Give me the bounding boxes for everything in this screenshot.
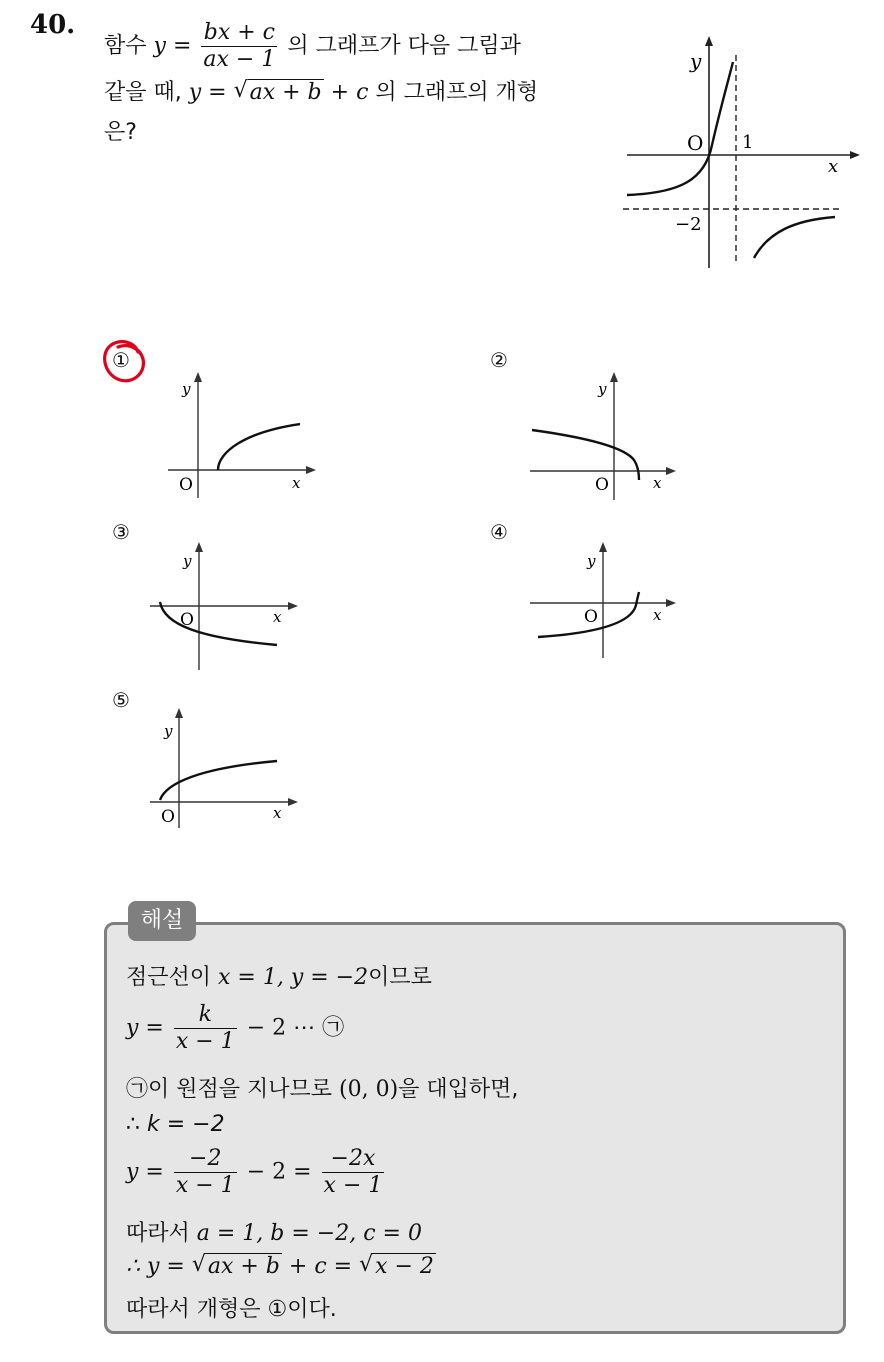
solution-math: x = 1, y = −2 [218, 965, 369, 990]
solution-line-6 [126, 1216, 422, 1247]
option-4-number[interactable]: ④ [490, 520, 508, 544]
fraction-numerator: −2x [322, 1146, 385, 1173]
option-4-graph[interactable] [525, 538, 685, 666]
radicand: ax + b [249, 80, 322, 105]
solution-text: 점근선이 [126, 965, 212, 990]
problem-text: 같을 때, [104, 80, 182, 105]
problem-number: 40. [30, 10, 76, 40]
curve [218, 424, 300, 470]
solution-math: (0, 0) [339, 1077, 399, 1102]
x-axis-arrow [666, 467, 676, 475]
fraction-numerator: −2 [174, 1146, 237, 1173]
curve [160, 602, 277, 645]
fraction-numerator: k [174, 1002, 237, 1029]
tick-label-y: −2 [675, 214, 702, 235]
y-axis-label: y [164, 722, 173, 740]
curve-right-branch [754, 217, 835, 258]
function-tail: + c [330, 80, 369, 105]
solution-answer-number: ① [267, 1297, 288, 1322]
solution-math: + c = [288, 1254, 353, 1279]
solution-line-3 [126, 1072, 518, 1103]
y-axis-arrow [175, 708, 183, 718]
x-axis-arrow [850, 151, 860, 159]
function-lhs: y = [188, 80, 227, 105]
origin-label: O [687, 131, 704, 155]
function-fraction [201, 20, 277, 73]
problem-text: 의 그래프의 개형 [375, 80, 539, 105]
x-axis-label: x [292, 474, 301, 492]
x-axis-arrow [288, 798, 298, 806]
solution-text: 따라서 개형은 [126, 1297, 261, 1322]
radicand: ax + b [207, 1254, 280, 1279]
solution-math: − 2 = [246, 1159, 312, 1185]
origin-label: O [595, 475, 609, 495]
y-axis-label: y [183, 552, 192, 570]
option-3-number[interactable]: ③ [112, 520, 130, 544]
x-axis-label: x [653, 606, 662, 624]
x-axis-arrow [288, 602, 298, 610]
solution-math: ∴ y = [126, 1254, 185, 1279]
problem-line-1 [104, 20, 604, 73]
x-axis-arrow [306, 466, 316, 474]
x-axis-label: x [273, 608, 282, 626]
curve [160, 761, 277, 800]
radicand: x − 2 [375, 1254, 434, 1279]
x-axis-label: x [828, 156, 839, 177]
solution-fraction [174, 1002, 237, 1055]
y-axis-arrow [610, 372, 618, 382]
problem-line-3: 은? [104, 120, 137, 145]
solution-text: 따라서 [126, 1221, 190, 1246]
solution-line-7 [126, 1254, 436, 1279]
solution-line-2 [126, 1002, 344, 1055]
solution-text: 이므로 [368, 965, 432, 990]
y-axis-label: y [182, 380, 191, 398]
solution-math: a = 1, b = −2, c = 0 [196, 1221, 422, 1246]
solution-line-1 [126, 960, 432, 991]
fraction-denominator: x − 1 [323, 1173, 383, 1198]
option-5-number[interactable]: ⑤ [112, 688, 130, 712]
curve [532, 430, 639, 480]
solution-text: 을 대입하면, [398, 1077, 519, 1102]
sqrt-expression [234, 73, 324, 113]
option-2-number[interactable]: ② [490, 348, 508, 372]
sqrt-expression [359, 1254, 436, 1279]
y-axis-label: y [587, 552, 596, 570]
curve-left-branch [627, 62, 733, 195]
solution-line-8 [126, 1292, 337, 1323]
origin-label: O [180, 610, 194, 630]
y-axis-arrow [195, 542, 203, 552]
solution-text: 이다. [287, 1297, 337, 1322]
function-lhs: y = [153, 33, 192, 59]
solution-math: y = [126, 1159, 164, 1185]
option-5-graph[interactable] [145, 704, 310, 834]
x-axis-label: x [273, 804, 282, 822]
solution-math: − 2 ⋯ ㉠ [246, 1015, 345, 1041]
option-1-graph[interactable] [160, 366, 325, 506]
solution-line-4: ∴ k = −2 [126, 1112, 225, 1137]
option-3-graph[interactable] [145, 538, 310, 676]
option-1-number[interactable]: ① [112, 348, 130, 372]
tick-label-x: 1 [742, 132, 754, 153]
x-axis-label: x [653, 474, 662, 492]
fraction-denominator: ax − 1 [203, 47, 276, 72]
solution-fraction [174, 1146, 237, 1199]
fraction-denominator: x − 1 [175, 1029, 235, 1054]
solution-fraction [322, 1146, 385, 1199]
main-graph [615, 28, 870, 278]
origin-label: O [179, 475, 193, 495]
y-axis-arrow [705, 36, 713, 46]
solution-text: ㉠이 원점을 지나므로 [126, 1077, 333, 1102]
solution-math: y = [126, 1015, 164, 1041]
solution-tag: 해설 [128, 901, 196, 941]
x-axis-arrow [666, 599, 676, 607]
y-axis-label: y [598, 380, 607, 398]
problem-text: 함수 [104, 33, 147, 59]
fraction-numerator: bx + c [201, 20, 277, 47]
fraction-denominator: x − 1 [175, 1173, 235, 1198]
origin-label: O [584, 607, 598, 627]
problem-statement [104, 20, 604, 153]
y-axis-arrow [194, 372, 202, 382]
problem-text: 의 그래프가 다음 그림과 [287, 33, 521, 59]
origin-label: O [161, 807, 175, 827]
option-2-graph[interactable] [525, 366, 685, 506]
solution-line-5 [126, 1146, 387, 1199]
y-axis-label: y [690, 49, 702, 73]
y-axis-arrow [599, 542, 607, 552]
problem-line-2 [104, 73, 604, 113]
sqrt-expression [192, 1254, 282, 1279]
